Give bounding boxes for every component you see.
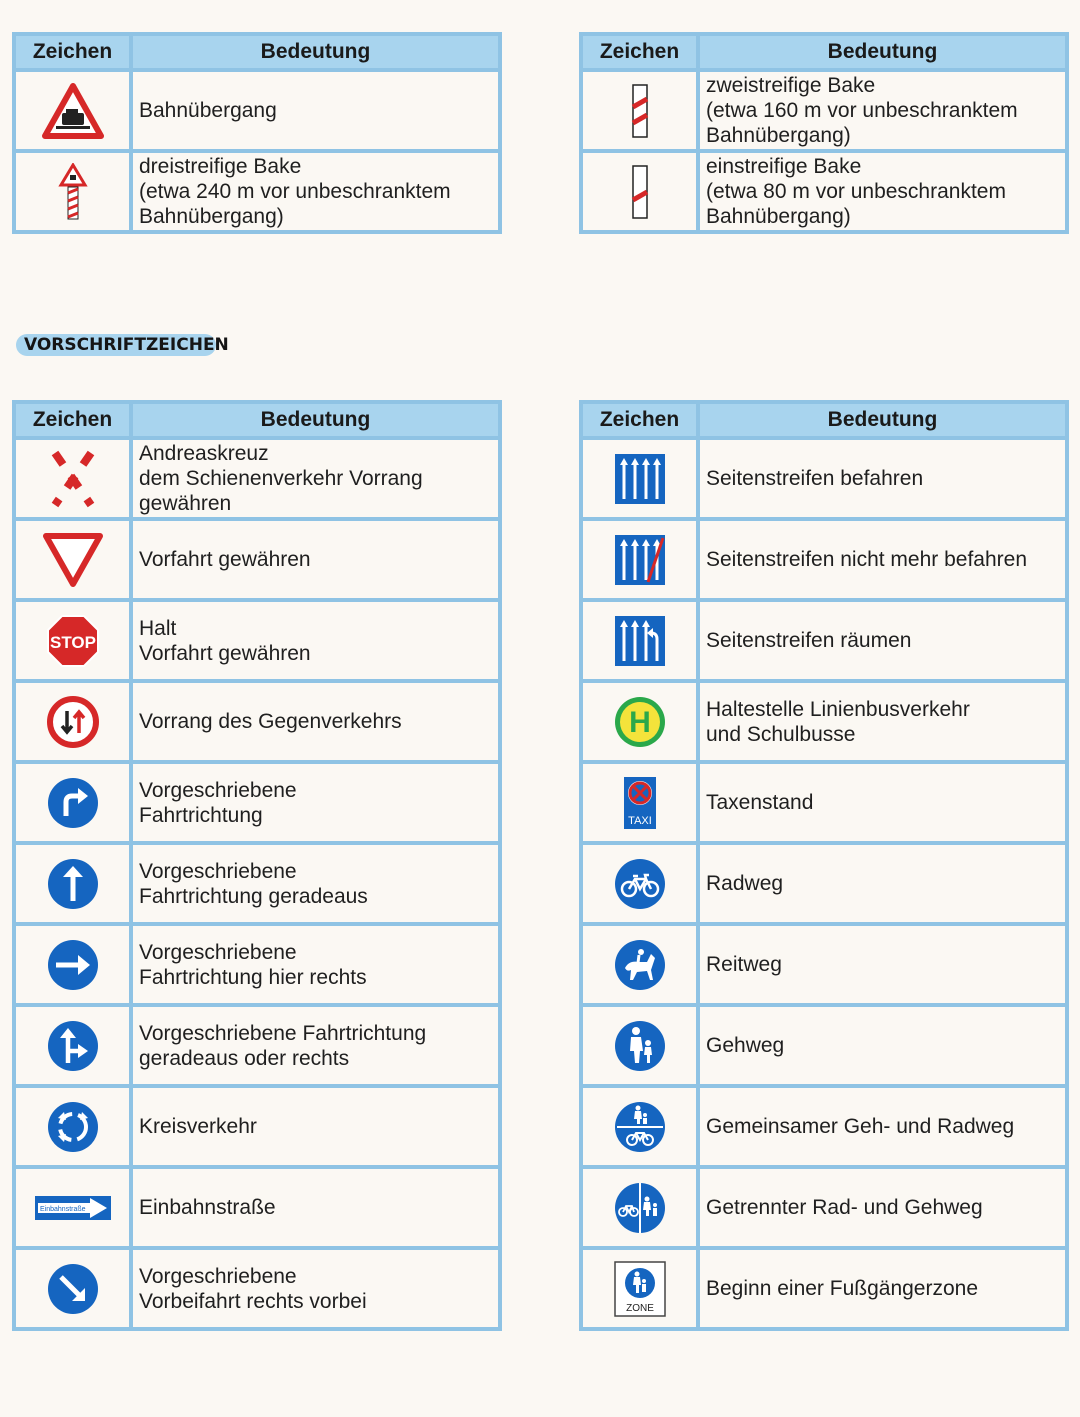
pass-right-icon [14, 1248, 131, 1329]
taxi-label: TAXI [627, 814, 652, 827]
table-row [14, 1005, 500, 1086]
table-row [14, 924, 500, 1005]
oneway-label: Einbahnstraße [39, 1205, 86, 1213]
meaning-cell: Kreisverkehr [131, 1086, 500, 1167]
header-zeichen: Zeichen [14, 402, 131, 438]
meaning-cell: Radweg [698, 843, 1067, 924]
railroad-crossing-warning-icon [14, 70, 131, 151]
table-row [581, 1005, 1067, 1086]
table-row [581, 438, 1067, 519]
straight-or-right-mandatory-icon [14, 1005, 131, 1086]
taxi-stand-icon [581, 762, 698, 843]
table-header-row [14, 402, 500, 438]
meaning-cell: Bahnübergang [131, 70, 500, 151]
st-andrews-cross-icon [14, 438, 131, 519]
meaning-cell: dreistreifige Bake (etwa 240 m vor unbeschranktem Bahnübergang) [131, 151, 500, 232]
one-stripe-beacon-icon [581, 151, 698, 232]
table-row [581, 843, 1067, 924]
roundabout-icon [14, 1086, 131, 1167]
meaning-cell: Vorgeschriebene Fahrtrichtung [131, 762, 500, 843]
table-header-row [581, 34, 1067, 70]
table-row [581, 519, 1067, 600]
header-bedeutung: Bedeutung [131, 402, 500, 438]
table-row [14, 843, 500, 924]
bicycle-path-icon [581, 843, 698, 924]
meaning-cell: Vorgeschriebene Fahrtrichtung geradeaus oder rechts [131, 1005, 500, 1086]
railway-table-left [12, 32, 502, 234]
table-row [581, 681, 1067, 762]
table-row [581, 1167, 1067, 1248]
meaning-cell: Gemeinsamer Geh- und Radweg [698, 1086, 1067, 1167]
header-bedeutung: Bedeutung [698, 34, 1067, 70]
table-row [581, 1086, 1067, 1167]
meaning-cell: Vorrang des Gegenverkehrs [131, 681, 500, 762]
regulatory-table-right [579, 400, 1069, 1331]
table-row [14, 600, 500, 681]
meaning-cell: einstreifige Bake (etwa 80 m vor unbeschranktem Bahnübergang) [698, 151, 1067, 232]
table-row [581, 151, 1067, 232]
meaning-cell: Taxenstand [698, 762, 1067, 843]
straight-ahead-mandatory-icon [14, 843, 131, 924]
two-stripe-beacon-icon [581, 70, 698, 151]
header-bedeutung: Bedeutung [131, 34, 500, 70]
table-header-row [581, 402, 1067, 438]
shoulder-lane-end-icon [581, 519, 698, 600]
header-zeichen: Zeichen [14, 34, 131, 70]
three-stripe-beacon-icon [14, 151, 131, 232]
stop-sign-icon [14, 600, 131, 681]
table-row [14, 438, 500, 519]
table-row [581, 1248, 1067, 1329]
meaning-cell: Getrennter Rad- und Gehweg [698, 1167, 1067, 1248]
table-row [581, 924, 1067, 1005]
turn-right-mandatory-icon [14, 762, 131, 843]
meaning-cell: Halt Vorfahrt gewähren [131, 600, 500, 681]
meaning-cell: Seitenstreifen befahren [698, 438, 1067, 519]
meaning-cell: Einbahnstraße [131, 1167, 500, 1248]
meaning-cell: Andreaskreuz dem Schienenverkehr Vorrang gewähren [131, 438, 500, 519]
table-row [581, 762, 1067, 843]
table-header-row [14, 34, 500, 70]
shoulder-lane-use-icon [581, 438, 698, 519]
header-bedeutung: Bedeutung [698, 402, 1067, 438]
right-here-mandatory-icon [14, 924, 131, 1005]
meaning-cell: zweistreifige Bake (etwa 160 m vor unbeschranktem Bahnübergang) [698, 70, 1067, 151]
table-row [14, 1248, 500, 1329]
meaning-cell: Seitenstreifen räumen [698, 600, 1067, 681]
meaning-cell: Vorgeschriebene Fahrtrichtung hier rechts [131, 924, 500, 1005]
table-row [14, 70, 500, 151]
meaning-cell: Reitweg [698, 924, 1067, 1005]
meaning-cell: Vorgeschriebene Fahrtrichtung geradeaus [131, 843, 500, 924]
meaning-cell: Haltestelle Linienbusverkehr und Schulbusse [698, 681, 1067, 762]
railway-table-right [579, 32, 1069, 234]
table-row [14, 1167, 500, 1248]
meaning-cell: Gehweg [698, 1005, 1067, 1086]
meaning-cell: Beginn einer Fußgängerzone [698, 1248, 1067, 1329]
shoulder-lane-clear-icon [581, 600, 698, 681]
header-zeichen: Zeichen [581, 402, 698, 438]
table-row [14, 762, 500, 843]
table-row [14, 681, 500, 762]
yield-sign-icon [14, 519, 131, 600]
pedestrian-zone-icon [581, 1248, 698, 1329]
stop-label: STOP [49, 632, 96, 652]
table-row [581, 600, 1067, 681]
section-title-banner: VORSCHRIFTZEICHEN [16, 334, 216, 356]
regulatory-table-left [12, 400, 502, 1331]
table-row [14, 519, 500, 600]
table-row [14, 151, 500, 232]
shared-foot-bike-path-icon [581, 1086, 698, 1167]
table-row [581, 70, 1067, 151]
oncoming-priority-icon [14, 681, 131, 762]
table-row [14, 1086, 500, 1167]
meaning-cell: Vorgeschriebene Vorbeifahrt rechts vorbei [131, 1248, 500, 1329]
header-zeichen: Zeichen [581, 34, 698, 70]
zone-label: ZONE [625, 1302, 654, 1314]
meaning-cell: Vorfahrt gewähren [131, 519, 500, 600]
bridle-path-icon [581, 924, 698, 1005]
meaning-cell: Seitenstreifen nicht mehr befahren [698, 519, 1067, 600]
separate-bike-foot-path-icon [581, 1167, 698, 1248]
footpath-icon [581, 1005, 698, 1086]
bus-stop-label: H [628, 705, 651, 739]
bus-stop-icon [581, 681, 698, 762]
one-way-street-icon [14, 1167, 131, 1248]
